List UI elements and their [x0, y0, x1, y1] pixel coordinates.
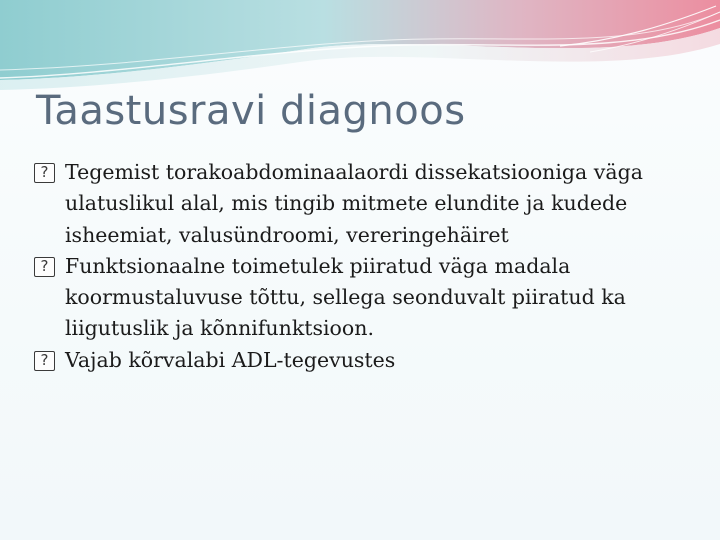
missing-glyph-box-icon: [34, 257, 55, 277]
bullet-text: Funktsionaalne toimetulek piiratud väga madala koormustaluvuse tõttu, sellega seonduvalt piiratud ka liigutuslik ja kõnnifunktsioon.: [65, 253, 626, 341]
missing-glyph-box-icon: [34, 351, 55, 371]
slide-title: Taastusravi diagnoos: [36, 88, 466, 134]
bullet-list: [34, 157, 694, 376]
bullet-text: Vajab kõrvalabi ADL-tegevustes: [65, 347, 396, 372]
bullet-item: [34, 251, 694, 345]
bullet-text: Tegemist torakoabdominaalaordi dissekatsiooniga väga ulatuslikul alal, mis tingib mitmete elundite ja kudede isheemiat, valusündroomi, vereringehäiret: [65, 160, 643, 247]
bullet-item: [34, 345, 694, 376]
bullet-item: [34, 157, 694, 251]
decorative-header-banner: [0, 0, 720, 90]
missing-glyph-box-icon: [34, 163, 55, 183]
